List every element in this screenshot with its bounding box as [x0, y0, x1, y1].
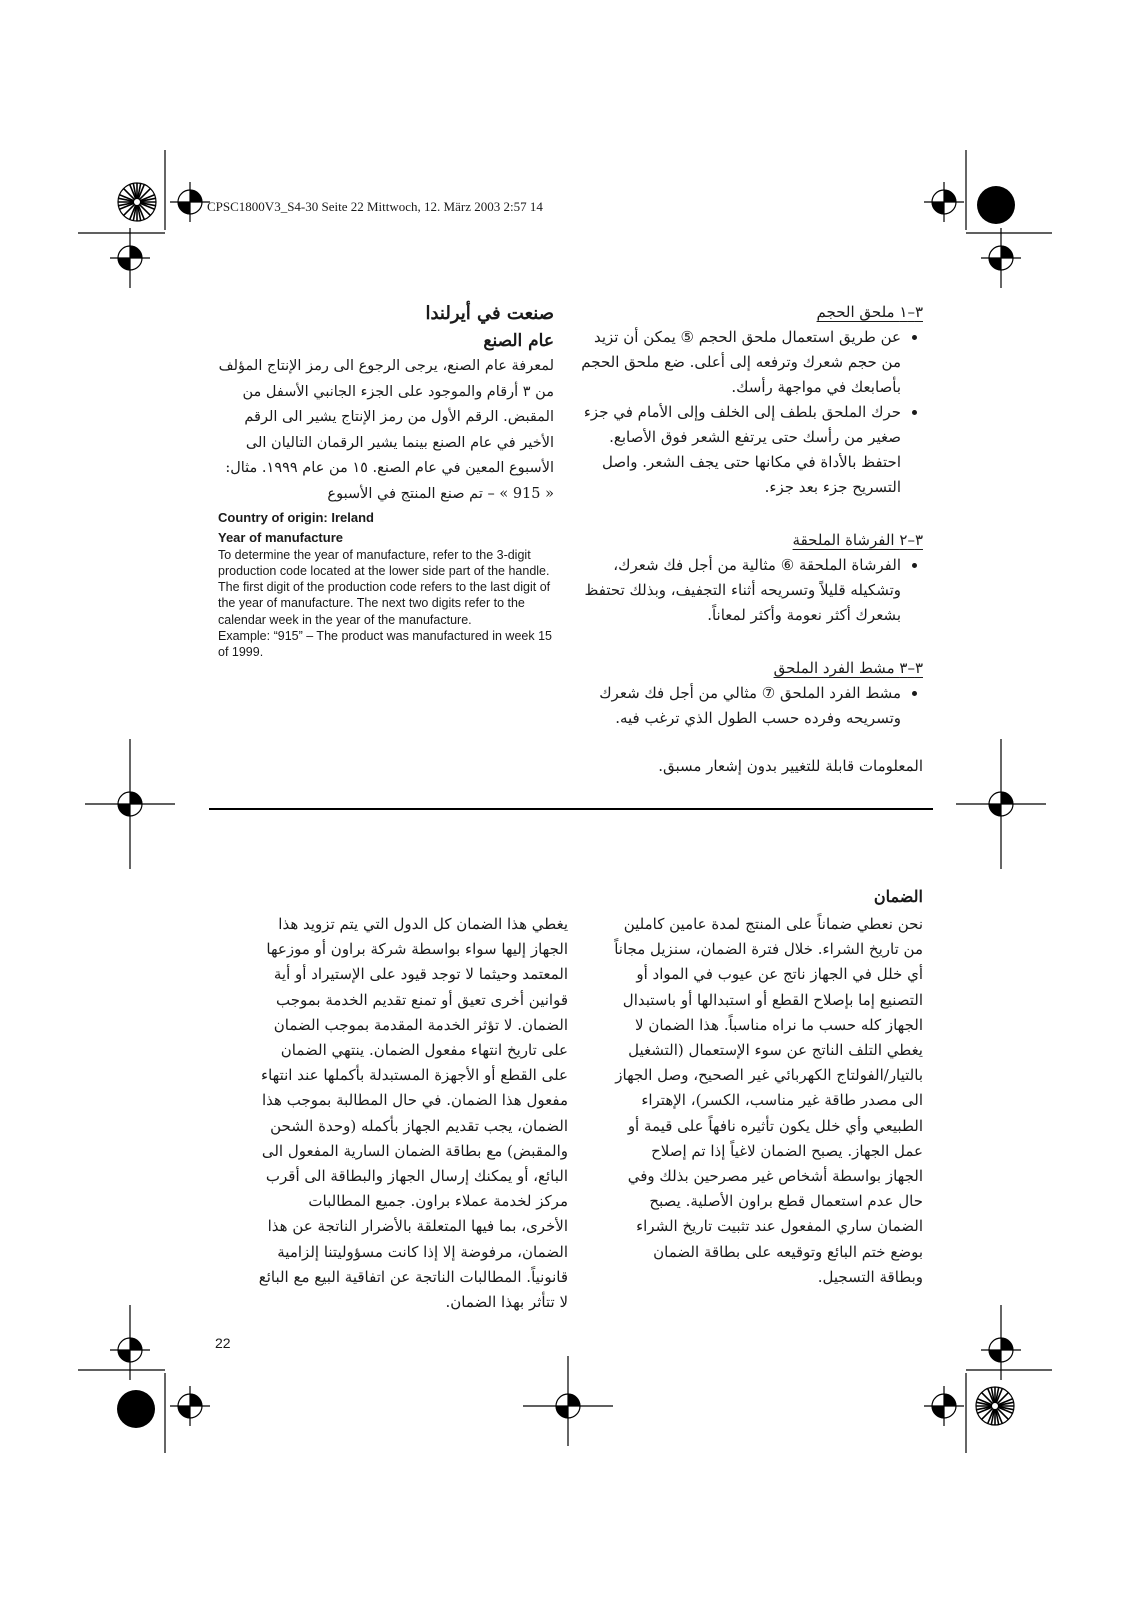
- english-year-body: To determine the year of manufacture, refer to the 3-digit production code located at the lower side part of the handle. The first digit of the production code refers to the last digit of the year of manufacture. The next two digits refer to the calendar week in the year of the manufacture.: [218, 547, 551, 627]
- section-heading-volume: ٣–١ ملحق الحجم: [816, 303, 923, 321]
- list-item: • مشط الفرد الملحق ⑦ مثالي من أجل فك شعرك وتسريحه وفرده حسب الطول الذي ترغب فيه.: [577, 681, 901, 731]
- english-origin-title: Country of origin: Ireland: [218, 510, 374, 525]
- arabic-origin-title: صنعت في أيرلندا: [425, 303, 554, 324]
- print-slug: CPSC1800V3_S4-30 Seite 22 Mittwoch, 12. März 2003 2:57 14: [207, 199, 543, 214]
- starburst-icon: [117, 182, 157, 222]
- list-item: • الفرشاة الملحقة ⑥ مثالية من أجل فك شعرك، وتشكيله قليلاً وتسريحه أثناء التجفيف، وبذلك تحتفظ بشعرك أكثر نعومة وأكثر لمعاناً.: [577, 553, 901, 628]
- registration-target-icon: [110, 238, 150, 278]
- registration-target-icon: [981, 1330, 1021, 1370]
- origin-arabic-block: [218, 300, 554, 507]
- registration-target-icon: [981, 784, 1021, 824]
- registration-target-icon: [924, 182, 964, 222]
- english-year-title: Year of manufacture: [218, 530, 343, 546]
- arabic-year-title: عام الصنع: [483, 331, 554, 351]
- warranty-text-left: يغطي هذا الضمان كل الدول التي يتم تزويد هذا الجهاز إليها سواء بواسطة شركة براون أو موزعها المعتمد وحيثما لا توجد قيود على الإستيراد أو أية قوانين أخرى تعيق أو تمنع تقديم الخدمة بموجب الضمان. لا تؤثر الخدمة المقدمة بموجب الضمان على تاريخ انتهاء مفعول الضمان. ينتهي الضمان على القطع أو الأجهزة المستبدلة بأكملها عند انتهاء مفعول هذا الضمان. في حال المطالبة بموجب هذا الضمان، يجب تقديم الجهاز بأكمله (وحدة الشحن والمقبض) مع بطاقة الضمان السارية المفعول الى البائع، أو يمكنك إرسال الجهاز والبطاقة الى أقرب مركز لخدمة عملاء براون. جميع المطالبات الأخرى، بما فيها المتعلقة بالأضرار الناتجة عن هذا الضمان، مرفوضة إلا إذا كانت مسؤوليتنا إلزامية قانونياً. المطالبات الناتجة عن اتفاقية البيع مع البائع لا تتأثر بهذا الضمان.: [258, 915, 568, 1312]
- comb-bullets: [577, 681, 923, 731]
- registration-target-icon: [981, 238, 1021, 278]
- section-divider: [209, 808, 933, 810]
- registration-target-icon: [170, 182, 210, 222]
- warranty-text-right: نحن نعطي ضماناً على المنتج لمدة عامين كاملين من تاريخ الشراء. خلال فترة الضمان، سنزيل مجاناً أي خلل في الجهاز ناتج عن عيوب في المواد أو التصنيع إما بإصلاح القطع أو استبدالها أو باستبدال الجهاز كله حسب ما نراه مناسباً. هذا الضمان لا يغطي التلف الناتج عن سوء الإستعمال (التشغيل بالتيار/الفولتاج الكهربائي غير الصحيح، وصل الجهاز الى مصدر طاقة غير مناسب، الكسر)، الإهتراء الطبيعي وأي خلل يكون تأثيره نافهاً على قيمة أو عمل الجهاز. يصبح الضمان لاغياً إذا تم إصلاح الجهاز بواسطة أشخاص غير مصرحين بذلك وفي حال عدم استعمال قطع براون الأصلية. يصبح الضمان ساري المفعول عند تثبيت تاريخ الشراء بوضع ختم البائع وتوقيعه على بطاقة الضمان وبطاقة التسجيل.: [614, 915, 923, 1286]
- english-example: Example: “915” – The product was manufactured in week 15 of 1999.: [218, 629, 552, 660]
- change-notice: المعلومات قابلة للتغيير بدون إشعار مسبق.: [658, 757, 923, 775]
- starburst-icon: [975, 1386, 1015, 1426]
- registration-target-icon: [110, 784, 150, 824]
- section-heading-brush: ٣–٢ الفرشاة الملحقة: [792, 531, 923, 549]
- solid-circle-icon: [116, 1389, 156, 1429]
- section-heading-comb: ٣–٣ مشط الفرد الملحق: [773, 659, 923, 677]
- list-item: • عن طريق استعمال ملحق الحجم ⑤ يمكن أن تزيد من حجم شعرك وترفعه إلى أعلى. ضع ملحق الحجم بأصابعك في مواجهة رأسك.: [577, 325, 901, 400]
- page-number: 22: [215, 1335, 231, 1351]
- volume-bullets: [577, 325, 923, 500]
- registration-target-icon: [924, 1386, 964, 1426]
- list-item: • حرك الملحق بلطف إلى الخلف وإلى الأمام في جزء صغير من رأسك حتى يرتفع الشعر فوق الأصابع. احتفظ بالأداة في مكانها حتى يجف الشعر. واصل التسريح جزء بعد جزء.: [577, 400, 901, 500]
- attachments-column: [577, 300, 923, 731]
- origin-english-block: [218, 510, 558, 661]
- arabic-year-body: لمعرفة عام الصنع، يرجى الرجوع الى رمز الإنتاج المؤلف من ٣ أرقام والموجود على الجزء الجانبي الأسفل من المقبض. الرقم الأول من رمز الإنتاج يشير الى الرقم الأخير في عام الصنع بينما يشير الرقمان التاليان الى الأسبوع المعين في عام الصنع. ١٥ من عام ١٩٩٩. مثال: « 915 » – تم صنع المنتج في الأسبوع: [218, 358, 554, 502]
- warranty-heading: الضمان: [873, 887, 923, 906]
- registration-target-icon: [170, 1386, 210, 1426]
- brush-bullets: [577, 553, 923, 628]
- solid-circle-icon: [976, 185, 1016, 225]
- registration-target-icon: [110, 1330, 150, 1370]
- registration-target-icon: [523, 1386, 613, 1426]
